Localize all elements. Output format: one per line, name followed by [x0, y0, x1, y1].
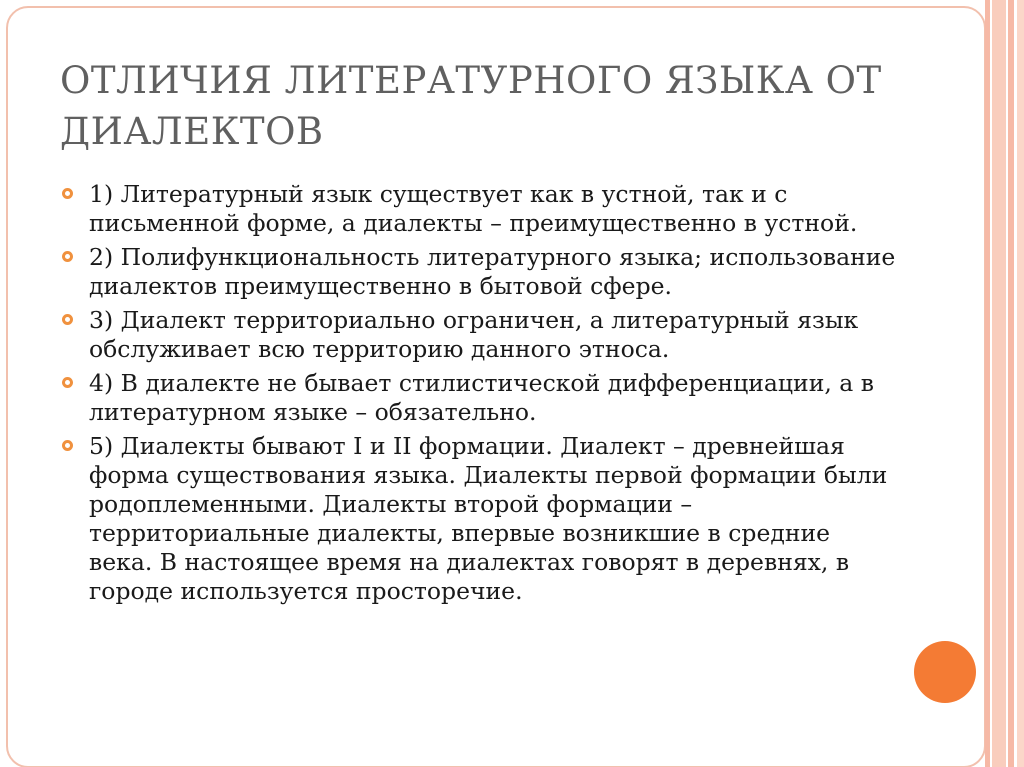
- list-item-text: 5) Диалекты бывают I и II формации. Диалект – древнейшая форма существования языка. Диалекты первой формации были родоплеменными. Диалекты второй формации – территориальные диалекты, впервые возникшие в средние века. В настоящее время на диалектах говорят в деревнях, в городе используется просторечие.: [89, 432, 888, 605]
- list-item-text: 4) В диалекте не бывает стилистической дифференциации, а в литературном языке – обязательно.: [89, 369, 875, 426]
- list-item: [58, 180, 898, 238]
- decorative-circle: [914, 641, 976, 703]
- bullet-icon: [62, 377, 73, 388]
- bullet-list: [58, 180, 898, 611]
- decorative-stripe: [992, 0, 1006, 767]
- bullet-icon: [62, 440, 73, 451]
- list-item-text: 1) Литературный язык существует как в устной, так и с письменной форме, а диалекты – преимущественно в устной.: [89, 180, 858, 237]
- slide-title: ОТЛИЧИЯ ЛИТЕРАТУРНОГО ЯЗЫКА ОТ ДИАЛЕКТОВ: [60, 59, 882, 153]
- bullet-icon: [62, 188, 73, 199]
- list-item-text: 2) Полифункциональность литературного языка; использование диалектов преимущественно в бытовой сфере.: [89, 243, 896, 300]
- list-item-text: 3) Диалект территориально ограничен, а литературный язык обслуживает всю территорию данного этноса.: [89, 306, 859, 363]
- list-item: [58, 243, 898, 301]
- list-item: [58, 306, 898, 364]
- bullet-icon: [62, 251, 73, 262]
- decorative-stripe: [1017, 0, 1024, 767]
- list-item: [58, 369, 898, 427]
- list-item: [58, 432, 898, 606]
- bullet-icon: [62, 314, 73, 325]
